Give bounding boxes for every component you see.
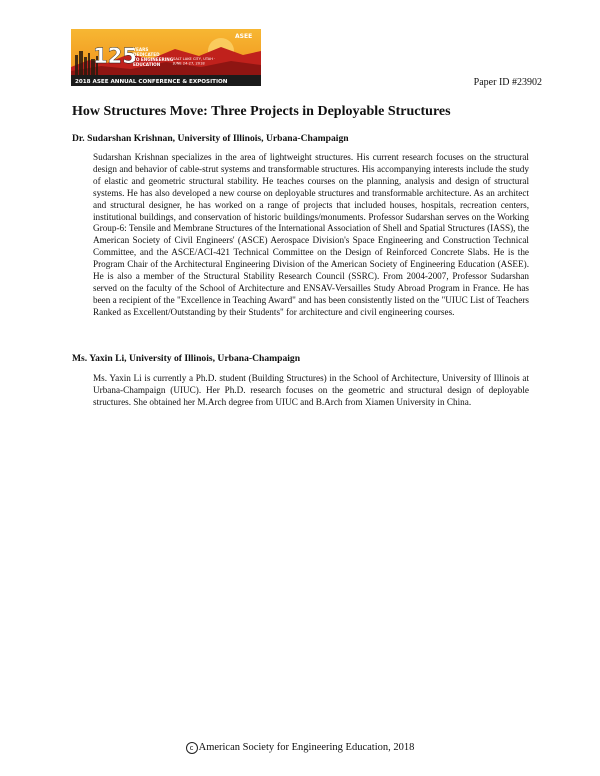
conference-logo <box>71 29 261 86</box>
author-name: Ms. Yaxin Li, University of Illinois, Urbana-Champaign <box>72 353 301 364</box>
paper-title: How Structures Move: Three Projects in Deployable Structures <box>72 104 451 119</box>
copyright-icon: c <box>186 742 198 754</box>
copyright-footer <box>0 742 600 754</box>
author-name: Dr. Sudarshan Krishnan, University of Illinois, Urbana-Champaign <box>72 133 349 144</box>
logo-location: SALT LAKE CITY, UTAH · JUNE 24-27, 2018 <box>173 57 216 66</box>
copyright-text: American Society for Engineering Education, 2018 <box>198 742 415 753</box>
logo-event: 2018 ASEE ANNUAL CONFERENCE & EXPOSITION <box>75 79 228 85</box>
logo-brand: ASEE <box>235 33 253 40</box>
author-bio: Ms. Yaxin Li is currently a Ph.D. student (Building Structures) in the School of Architecture, University of Illinois at Urbana-Champaign (UIUC). Her Ph.D. research focuses on the geometric and structural design of deployable structures. She obtained her M.Arch degree from UIUC and B.Arch from Xiamen University in China. <box>93 373 529 407</box>
logo-number: 125 <box>93 44 137 68</box>
paper-id: Paper ID #23902 <box>473 77 542 88</box>
author-bio: Sudarshan Krishnan specializes in the area of lightweight structures. His current research focuses on the structural design and behavior of cable-strut systems and transformable structures. His accompanying interests include the study of elastic and geometric structural stability. He teaches courses on the planning, analysis and design of structural systems. He has also developed a new course on deployable structures and transformable architecture. As an architect and structural designer, he has worked on a range of projects that included houses, hospitals, recreation centers, institutional buildings, and conservation of historic buildings/monuments. Professor Sudarshan serves on the Working Group-6: Tensile and Membrane Structures of the International Association of Shell and Spatial Structures (IASS), the American Society of Civil Engineers' (ASCE) Aerospace Division's Space Engineering and Construction Technical Committee, and the ASCE/ACI-421 Technical Committee on the Design of Reinforced Concrete Slabs. He is the Program Chair of the Architectural Engineering Division of the American Society of Engineering Education (ASEE). He is also a member of the Structural Stability Research Council (SSRC). From 2004-2007, Professor Sudarshan served on the faculty of the School of Architecture and ENSAV-Versailles Study Abroad Program in France. He has been a recipient of the "Excellence in Teaching Award" and has been consistently listed on the "UIUC List of Teachers Ranked as Excellent/Outstanding by their Students" for architecture and civil engineering courses. <box>93 152 529 317</box>
logo-tagline: YEARS DEDICATED TO ENGINEERING EDUCATION <box>133 47 174 67</box>
